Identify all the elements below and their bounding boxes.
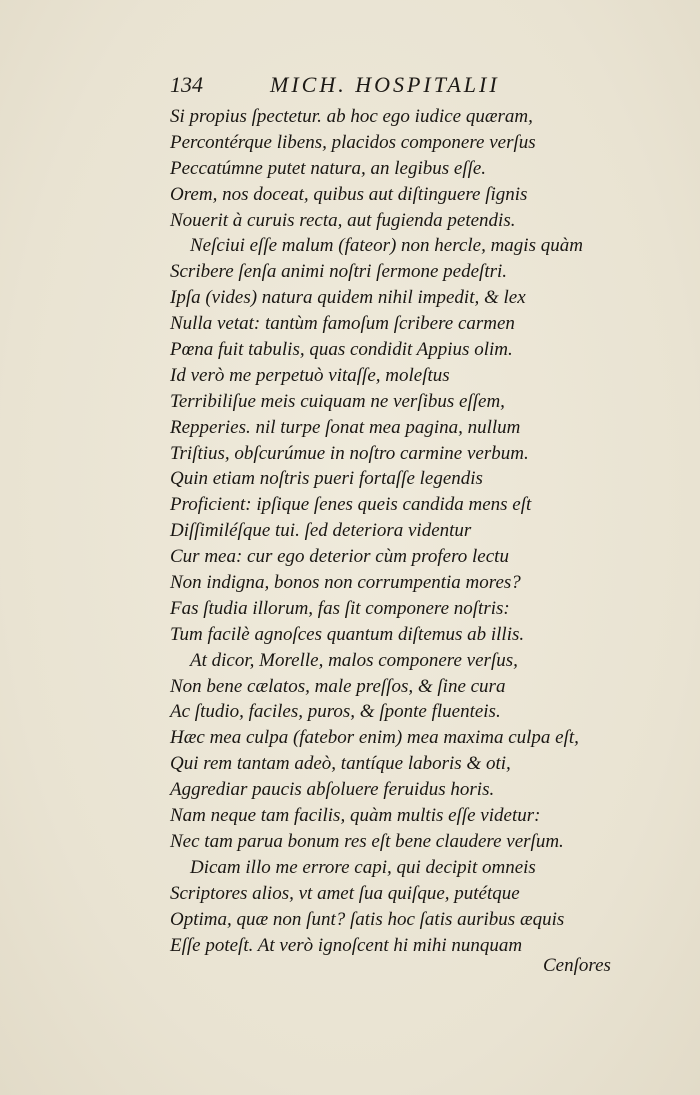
verse-line: Aggrediar paucis abſoluere feruidus horis. <box>170 779 495 801</box>
verse-block <box>150 104 630 958</box>
running-title: MICH. HOSPITALII <box>270 72 500 97</box>
verse-line: Nec tam parua bonum res eſt bene claudere verſum. <box>170 830 564 852</box>
verse-line: Tum facilè agnoſces quantum diſtemus ab illis. <box>170 623 525 645</box>
verse-line: Nam neque tam facilis, quàm multis eſſe videtur: <box>170 805 541 827</box>
verse-line: Optima, quæ non ſunt? ſatis hoc ſatis auribus æquis <box>170 908 565 930</box>
verse-line: Non indigna, bonos non corrumpentia mores? <box>170 572 521 594</box>
verse-line: Diſſimiléſque tui. ſed deteriora videntur <box>170 520 472 542</box>
verse-line: Id verò me perpetuò vitaſſe, moleſtus <box>170 364 450 386</box>
verse-line: Nulla vetat: tantùm famoſum ſcribere carmen <box>170 313 515 335</box>
verse-line: Hæc mea culpa (fatebor enim) mea maxima culpa eſt, <box>170 727 579 749</box>
page-number: 134 <box>170 72 203 97</box>
verse-line: Orem, nos doceat, quibus aut diſtinguere ſignis <box>170 183 528 205</box>
verse-line: Si propius ſpectetur. ab hoc ego iudice quæram, <box>170 106 533 127</box>
verse-line: Ac ſtudio, faciles, puros, & ſponte fluenteis. <box>170 701 501 723</box>
page-header <box>170 72 590 106</box>
verse-line: Quin etiam noſtris pueri fortaſſe legendis <box>170 468 483 490</box>
verse-line: Qui rem tantam adeò, tantíque laboris & oti, <box>170 753 511 775</box>
verse-line: Fas ſtudia illorum, fas ſit componere noſtris: <box>170 597 510 619</box>
verse-line: Neſciui eſſe malum (fateor) non hercle, magis quàm <box>190 235 583 257</box>
verse-line: At dicor, Morelle, malos componere verſus, <box>190 649 518 671</box>
verse-line: Repperies. nil turpe ſonat mea pagina, nullum <box>170 416 521 438</box>
verse-line: Scribere ſenſa animi noſtri ſermone pedeſtri. <box>170 261 508 283</box>
verse-line: Ipſa (vides) natura quidem nihil impedit, & lex <box>170 287 526 309</box>
verse-line: Proficient: ipſique ſenes queis candida mens eſt <box>170 494 532 516</box>
verse-line: Scriptores alios, vt amet ſua quiſque, putétque <box>170 882 520 904</box>
verse-line: Nouerit à curuis recta, aut fugienda petendis. <box>170 209 516 231</box>
verse-line: Non bene cælatos, male preſſos, & ſine cura <box>170 675 506 697</box>
verse-line: Pœna fuit tabulis, quas condidit Appius olim. <box>170 339 513 361</box>
verse-line: Terribiliſue meis cuiquam ne verſibus eſſem, <box>170 390 505 412</box>
verse-line: Percontérque libens, placidos componere verſus <box>170 131 536 153</box>
verse-line: Cur mea: cur ego deterior cùm profero lectu <box>170 546 509 568</box>
catchword: Cenſores <box>543 955 611 976</box>
verse-line: Dicam illo me errore capi, qui decipit omneis <box>190 856 536 878</box>
verse-line: Eſſe poteſt. At verò ignoſcent hi mihi nunquam <box>170 934 523 956</box>
verse-line: Peccatúmne putet natura, an legibus eſſe. <box>170 157 487 179</box>
verse-line: Triſtius, obſcurúmue in noſtro carmine verbum. <box>170 442 529 464</box>
